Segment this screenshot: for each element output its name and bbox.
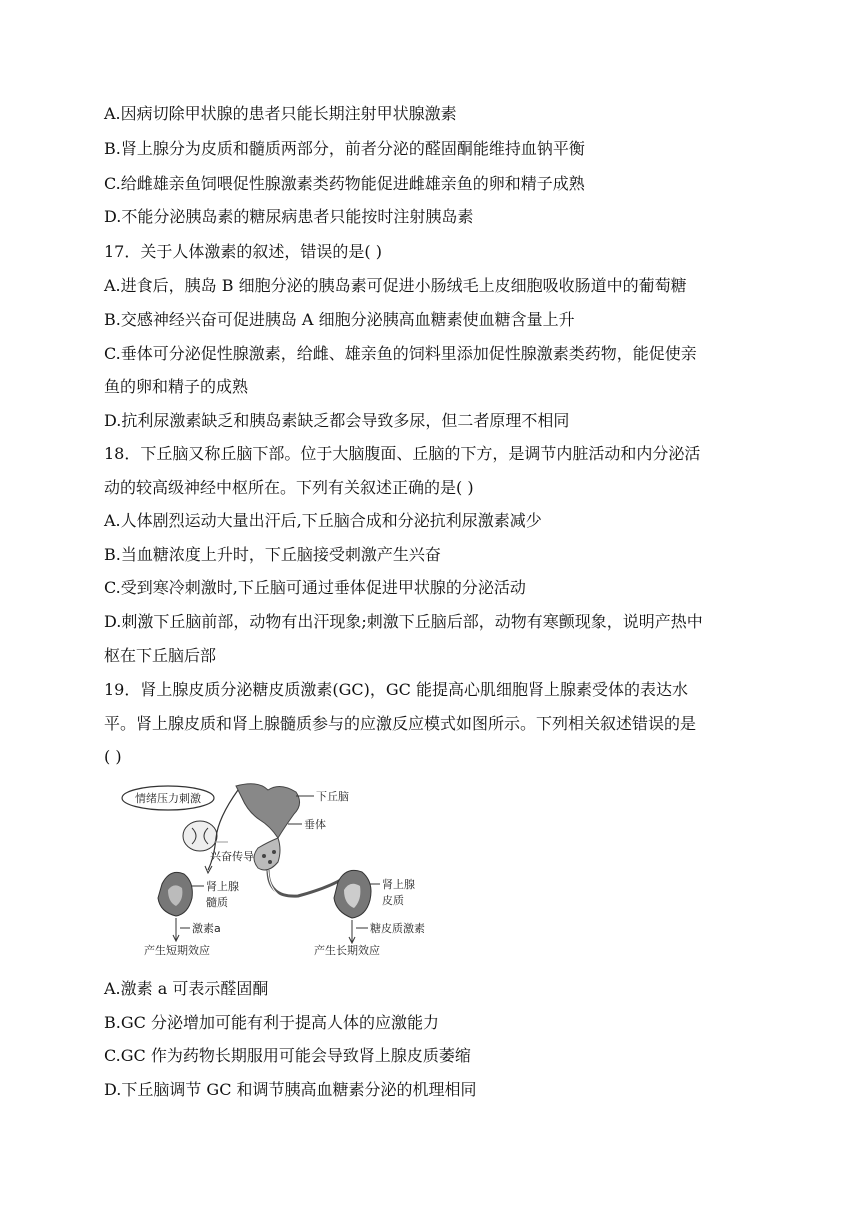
q16-option-c: C.给雌雄亲鱼饲喂促性腺激素类药物能促进雌雄亲鱼的卵和精子成熟 — [104, 174, 585, 193]
q16-option-a: A.因病切除甲状腺的患者只能长期注射甲状腺激素 — [104, 104, 457, 123]
q18-option-d: D.刺激下丘脑前部，动物有出汗现象;刺激下丘脑后部，动物有寒颤现象，说明产热中 — [104, 612, 703, 631]
cortex-label-1: 肾上腺 — [382, 878, 415, 891]
blood-vessel — [268, 870, 344, 896]
q19-option-c: C.GC 作为药物长期服用可能会导致肾上腺皮质萎缩 — [104, 1046, 471, 1065]
q17-stem: 17．关于人体激素的叙述，错误的是( ) — [104, 242, 382, 261]
q19-stem-cont: 平。肾上腺皮质和肾上腺髓质参与的应激反应模式如图所示。下列相关叙述错误的是 — [104, 714, 697, 733]
conduction-label: 兴奋传导 — [210, 850, 254, 863]
q18-option-d-cont: 枢在下丘脑后部 — [104, 646, 217, 665]
pituitary-label: 垂体 — [304, 818, 326, 831]
glucocorticoid-label: 糖皮质激素 — [370, 922, 425, 935]
hormone-a-label: 激素a — [192, 922, 221, 935]
q18-option-c: C.受到寒冷刺激时,下丘脑可通过垂体促进甲状腺的分泌活动 — [104, 578, 526, 597]
q17-option-d: D.抗利尿激素缺乏和胰岛素缺乏都会导致多尿，但二者原理不相同 — [104, 411, 570, 430]
long-effect-label: 产生长期效应 — [314, 944, 380, 957]
q16-option-d: D.不能分泌胰岛素的糖尿病患者只能按时注射胰岛素 — [104, 207, 474, 226]
q19-option-a: A.激素 a 可表示醛固酮 — [104, 979, 269, 998]
medulla-label-1: 肾上腺 — [206, 880, 239, 893]
q17-option-c: C.垂体可分泌促性腺激素，给雌、雄亲鱼的饲料里添加促性腺激素类药物，能促使亲 — [104, 344, 697, 363]
q18-stem: 18．下丘脑又称丘脑下部。位于大脑腹面、丘脑的下方，是调节内脏活动和内分泌活 — [104, 444, 701, 463]
stress-label: 情绪压力刺激 — [135, 792, 201, 805]
q17-option-b: B.交感神经兴奋可促进胰岛 A 细胞分泌胰高血糖素使血糖含量上升 — [104, 310, 575, 329]
medulla-label-2: 髓质 — [206, 896, 228, 909]
q19-option-b: B.GC 分泌增加可能有利于提高人体的应激能力 — [104, 1013, 439, 1032]
q18-option-b: B.当血糖浓度上升时，下丘脑接受刺激产生兴奋 — [104, 545, 441, 564]
adrenal-cortex-icon — [334, 870, 371, 918]
hypothalamus-label: 下丘脑 — [316, 790, 349, 803]
spinal-cord-section — [183, 821, 217, 851]
q19-option-d: D.下丘脑调节 GC 和调节胰高血糖素分泌的机理相同 — [104, 1080, 477, 1099]
q16-option-b: B.肾上腺分为皮质和髓质两部分，前者分泌的醛固酮能维持血钠平衡 — [104, 139, 585, 158]
q18-option-a: A.人体剧烈运动大量出汗后,下丘脑合成和分泌抗利尿激素减少 — [104, 511, 542, 530]
q18-stem-cont: 动的较高级神经中枢所在。下列有关叙述正确的是( ) — [104, 478, 474, 497]
q19-stem: 19．肾上腺皮质分泌糖皮质激素(GC)，GC 能提高心肌细胞肾上腺素受体的表达水 — [104, 680, 688, 699]
q17-option-c-cont: 鱼的卵和精子的成熟 — [104, 377, 249, 396]
cortex-label-2: 皮质 — [382, 894, 404, 907]
stress-response-diagram — [118, 778, 458, 964]
adrenal-medulla-icon — [158, 872, 192, 916]
short-effect-label: 产生短期效应 — [144, 944, 210, 957]
q19-stem-blank: ( ) — [104, 747, 122, 766]
q17-option-a: A.进食后，胰岛 B 细胞分泌的胰岛素可促进小肠绒毛上皮细胞吸收肠道中的葡萄糖 — [104, 276, 687, 295]
